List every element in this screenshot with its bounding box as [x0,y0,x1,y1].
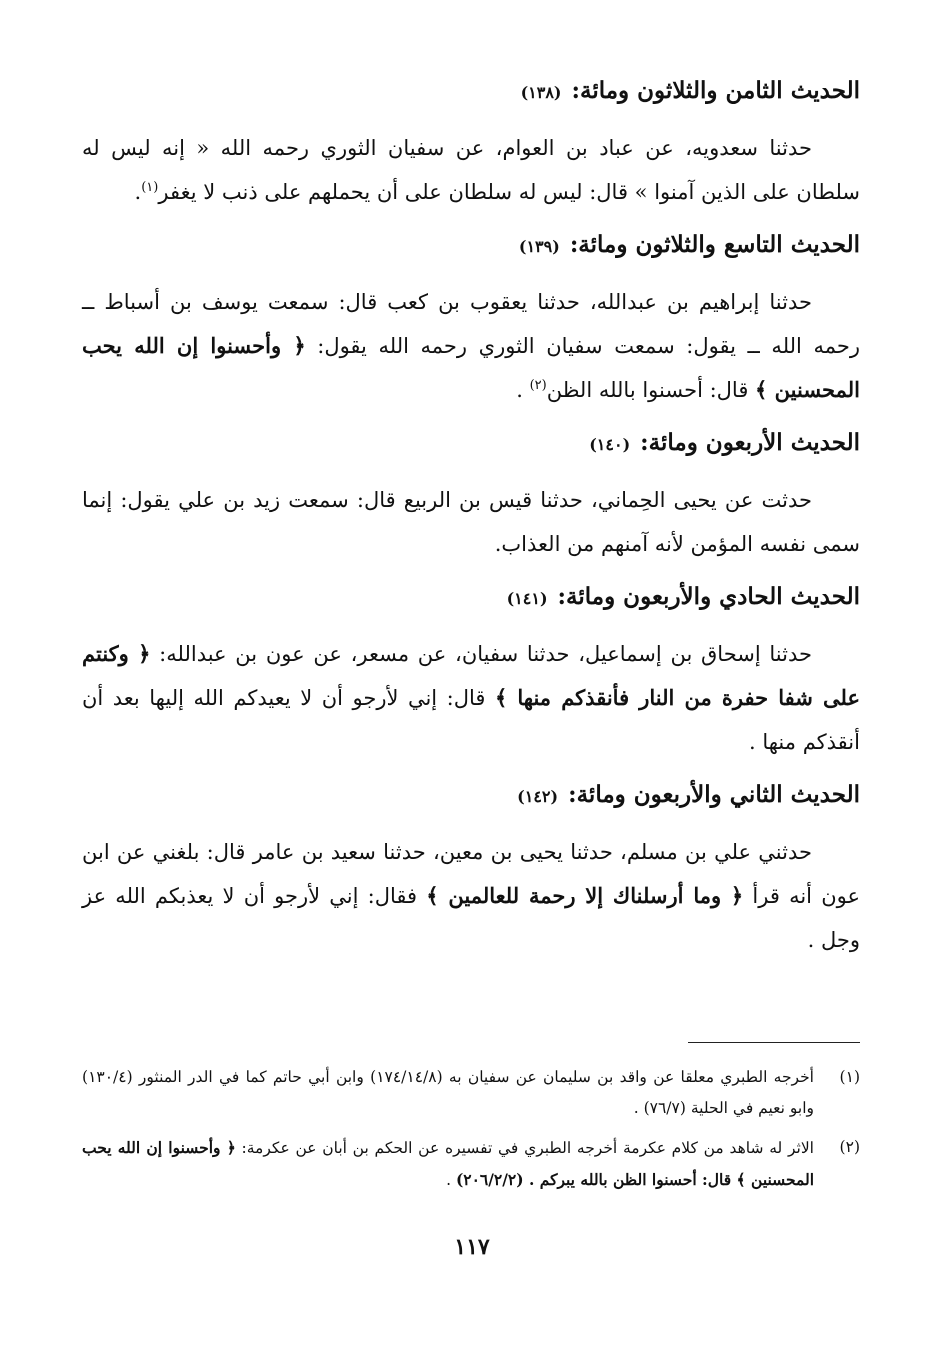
footnote-ref: (٢) [529,378,547,393]
text-run: حدثنا إبراهيم بن عبدالله، حدثنا يعقوب بن كعب قال: سمعت يوسف بن أسباط ــ رحمه الله ــ يقول: سمعت سفيان الثوري رحمه الله يقول: [82,290,860,358]
hadith-section [82,778,860,962]
hadith-text [82,126,860,214]
hadith-section [82,426,860,566]
footnote-number: (٢) [839,1138,860,1156]
quran-quote: ﴿ وما أرسلناك إلا رحمة للعالمين ﴾ [426,883,744,908]
text-run: . [134,180,142,204]
hadith-title: الحديث الثامن والثلاثون ومائة: [571,77,860,104]
hadith-heading [82,228,860,264]
quran-quote: ﴿ وكنتم على شفا حفرة من النار فأنقذكم منها ﴾ [82,641,860,710]
footnote-ref: (١) [141,180,159,195]
hadith-number: (١٤١) [506,589,548,608]
hadith-section [82,228,860,412]
footnote-number: (١) [839,1068,860,1086]
hadith-title: الحديث الحادي والأربعون ومائة: [557,583,860,610]
text-run: الاثر له شاهد من كلام عكرمة أخرجه الطبري في تفسيره عن الحكم بن أبان عن عكرمة: [235,1139,814,1157]
hadith-number: (١٣٩) [518,237,560,256]
hadith-title: الحديث الأربعون ومائة: [640,429,860,456]
text-run: قال: إني لأرجو أن لا يعيدكم الله إليها بعد أن أنقذكم منها . [82,686,860,754]
text-run: فقال: إني لأرجو أن لا يعذبكم الله عز وجل . [82,884,860,952]
hadith-heading [82,74,860,110]
footnotes [82,1062,860,1204]
hadith-text [82,280,860,412]
quran-quote: ﴿ وأحسنوا إن الله يحب المحسنين ﴾ [82,333,860,402]
hadith-heading [82,580,860,616]
hadith-number: (١٤٢) [517,787,559,806]
hadith-section [82,74,860,214]
hadith-section [82,580,860,764]
hadith-text [82,478,860,566]
page-number: ١١٧ [454,1234,490,1260]
hadith-text [82,632,860,764]
text-run: أخرجه الطبري معلقا عن واقد بن سليمان عن سفيان به (١٧٤/١٤/٨) وابن أبي حاتم كما في الدر المنثور (١٣٠/٤) وابو نعيم في الحلية (٧٦/٧) . [82,1068,814,1117]
hadith-title: الحديث التاسع والثلاثون ومائة: [569,231,860,258]
text-run: حدثت عن يحيى الحِماني، حدثنا قيس بن الربيع قال: سمعت زيد بن علي يقول: إنما سمى نفسه المؤمن لأنه آمنهم من العذاب. [82,488,860,556]
hadith-title: الحديث الثاني والأربعون ومائة: [568,781,860,808]
text-run: حدثنا إسحاق بن إسماعيل، حدثنا سفيان، عن مسعر، عن عون بن عبدالله: [150,642,812,666]
footnote [82,1062,860,1124]
text-run: حدثنا سعدويه، عن عباد بن العوام، عن سفيان الثوري رحمه الله « إنه ليس له سلطان على الذين آمنوا » قال: ليس له سلطان على أن يحملهم على ذنب لا يغفر [82,136,860,204]
hadith-text [82,830,860,962]
footnote [82,1132,860,1196]
text-run: . [446,1171,456,1189]
hadith-number: (١٤٠) [589,435,631,454]
footnote-divider [688,1042,860,1043]
text-run: قال: أحسنوا بالله الظن [546,378,756,402]
hadith-heading [82,426,860,462]
quran-quote: ﴿ وأحسنوا إن الله يحب المحسنين ﴾ قال: أحسنوا الظن بالله يبركم . (٢٠٦/٢/٢) [82,1138,814,1189]
text-run: . [516,378,530,402]
hadith-list [82,74,860,962]
footnote-text [82,1062,814,1124]
hadith-number: (١٣٨) [520,83,562,102]
hadith-heading [82,778,860,814]
footnote-text [82,1132,814,1196]
text-run: حدثني علي بن مسلم، حدثنا يحيى بن معين، حدثنا سعيد بن عامر قال: بلغني عن ابن عون أنه قرأ [82,840,860,908]
